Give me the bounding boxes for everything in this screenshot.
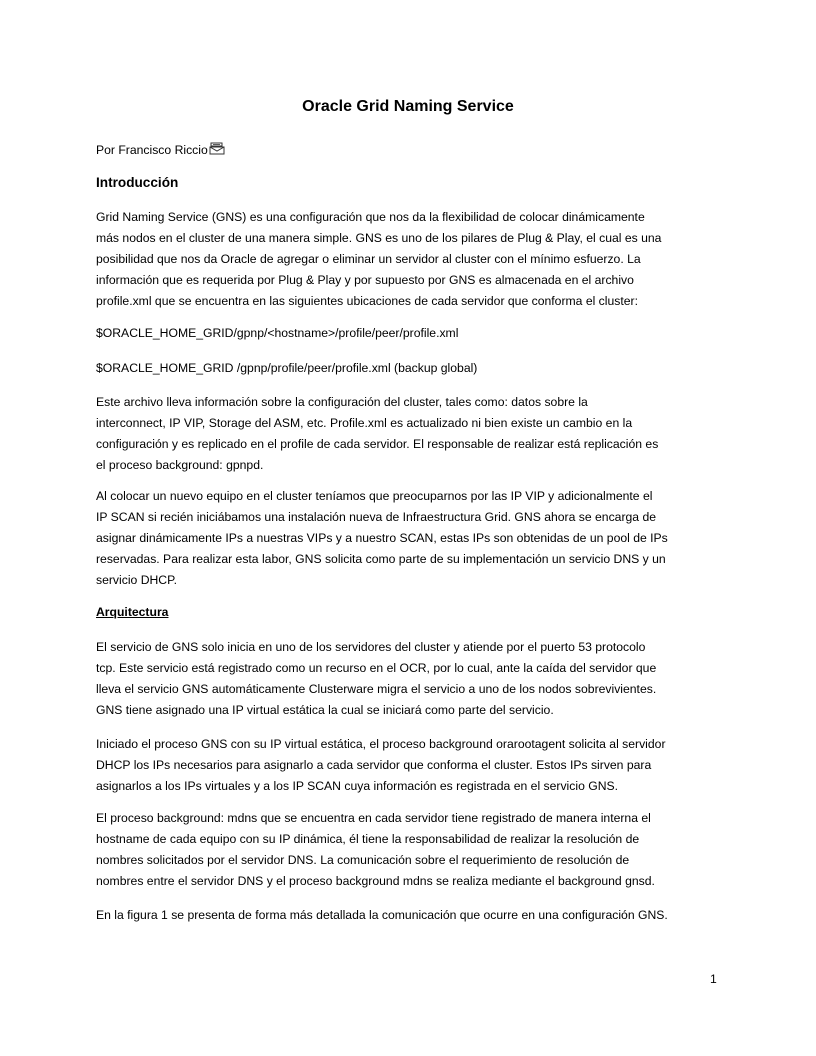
paragraph-intro	[96, 207, 724, 312]
paragraph-mdns	[96, 808, 724, 892]
page-number: 1	[710, 972, 717, 986]
paragraph-line: interconnect, IP VIP, Storage del ASM, etc. Profile.xml es actualizado ni bien existe un cambio en la	[96, 416, 633, 430]
paragraph-line: hostname de cada equipo con su IP dinámica, él tiene la responsabilidad de realizar la resolución de	[96, 832, 640, 846]
paragraph-line: GNS tiene asignado una IP virtual estática la cual se iniciará como parte del servicio.	[96, 703, 554, 717]
paragraph-line: El proceso background: mdns que se encuentra en cada servidor tiene registrado de manera interna el	[96, 811, 651, 825]
author-name: Por Francisco Riccio	[96, 143, 208, 157]
path-line: $ORACLE_HOME_GRID /gpnp/profile/peer/profile.xml (backup global)	[96, 361, 478, 375]
paragraph-servicio-gns	[96, 637, 724, 721]
paragraph-line: lleva el servicio GNS automáticamente Clusterware migra el servicio a uno de los nodos sobrevivientes.	[96, 682, 657, 696]
paragraph-line: Grid Naming Service (GNS) es una configuración que nos da la flexibilidad de colocar dinámicamente	[96, 210, 645, 224]
paragraph-line: más nodos en el cluster de una manera simple. GNS es uno de los pilares de Plug & Play, el cual es una	[96, 231, 662, 245]
paragraph-line: el proceso background: gpnpd.	[96, 458, 264, 472]
path-profile-backup	[96, 358, 724, 379]
path-line: $ORACLE_HOME_GRID/gpnp/<hostname>/profile/peer/profile.xml	[96, 326, 459, 340]
paragraph-line: Al colocar un nuevo equipo en el cluster teníamos que preocuparnos por las IP VIP y adicionalmente el	[96, 489, 653, 503]
author-line	[96, 142, 225, 158]
email-icon	[209, 142, 225, 156]
paragraph-line: información que es requerida por Plug & Play y por supuesto por GNS es almacenada en el archivo	[96, 273, 634, 287]
paragraph-line: El servicio de GNS solo inicia en uno de los servidores del cluster y atiende por el puerto 53 protocolo	[96, 640, 646, 654]
paragraph-line: reservadas. Para realizar esta labor, GNS solicita como parte de su implementación un servicio DNS y un	[96, 552, 666, 566]
paragraph-line: profile.xml que se encuentra en las siguientes ubicaciones de cada servidor que conforma el cluster:	[96, 294, 638, 308]
paragraph-line: DHCP los IPs necesarios para asignarlo a cada servidor que conforma el cluster. Estos IPs sirven para	[96, 758, 652, 772]
paragraph-line: En la figura 1 se presenta de forma más detallada la comunicación que ocurre en una configuración GNS.	[96, 908, 668, 922]
paragraph-line: configuración y es replicado en el profile de cada servidor. El responsable de realizar está replicación es	[96, 437, 659, 451]
paragraph-figura	[96, 905, 724, 926]
paragraph-line: asignar dinámicamente IPs a nuestras VIPs y a nuestro SCAN, estas IPs son obtenidas de un pool de IPs	[96, 531, 668, 545]
paragraph-archivo	[96, 392, 724, 476]
paragraph-line: posibilidad que nos da Oracle de agregar o eliminar un servidor al cluster con el mínimo esfuerzo. La	[96, 252, 641, 266]
paragraph-line: Iniciado el proceso GNS con su IP virtual estática, el proceso background orarootagent solicita al servidor	[96, 737, 666, 751]
document-page	[96, 0, 724, 1056]
paragraph-line: Este archivo lleva información sobre la configuración del cluster, tales como: datos sobre la	[96, 395, 588, 409]
subheading-arquitectura: Arquitectura	[96, 605, 169, 619]
paragraph-line: servicio DHCP.	[96, 573, 178, 587]
path-profile-peer	[96, 323, 724, 344]
paragraph-iniciado-gns	[96, 734, 724, 797]
paragraph-line: tcp. Este servicio está registrado como un recurso en el OCR, por lo cual, ante la caída del servidor que	[96, 661, 657, 675]
paragraph-nuevo-equipo	[96, 486, 724, 591]
document-title: Oracle Grid Naming Service	[302, 98, 514, 115]
paragraph-line: IP SCAN si recién iniciábamos una instalación nueva de Infraestructura Grid. GNS ahora se encarga de	[96, 510, 657, 524]
paragraph-line: asignarlos a los IPs virtuales y a los IP SCAN cuya información es registrada en el servicio GNS.	[96, 779, 619, 793]
paragraph-line: nombres entre el servidor DNS y el proceso background mdns se realiza mediante el background gnsd.	[96, 874, 655, 888]
section-heading-introduccion: Introducción	[96, 175, 179, 190]
paragraph-line: nombres solicitados por el servidor DNS. La comunicación sobre el requerimiento de resolución de	[96, 853, 630, 867]
